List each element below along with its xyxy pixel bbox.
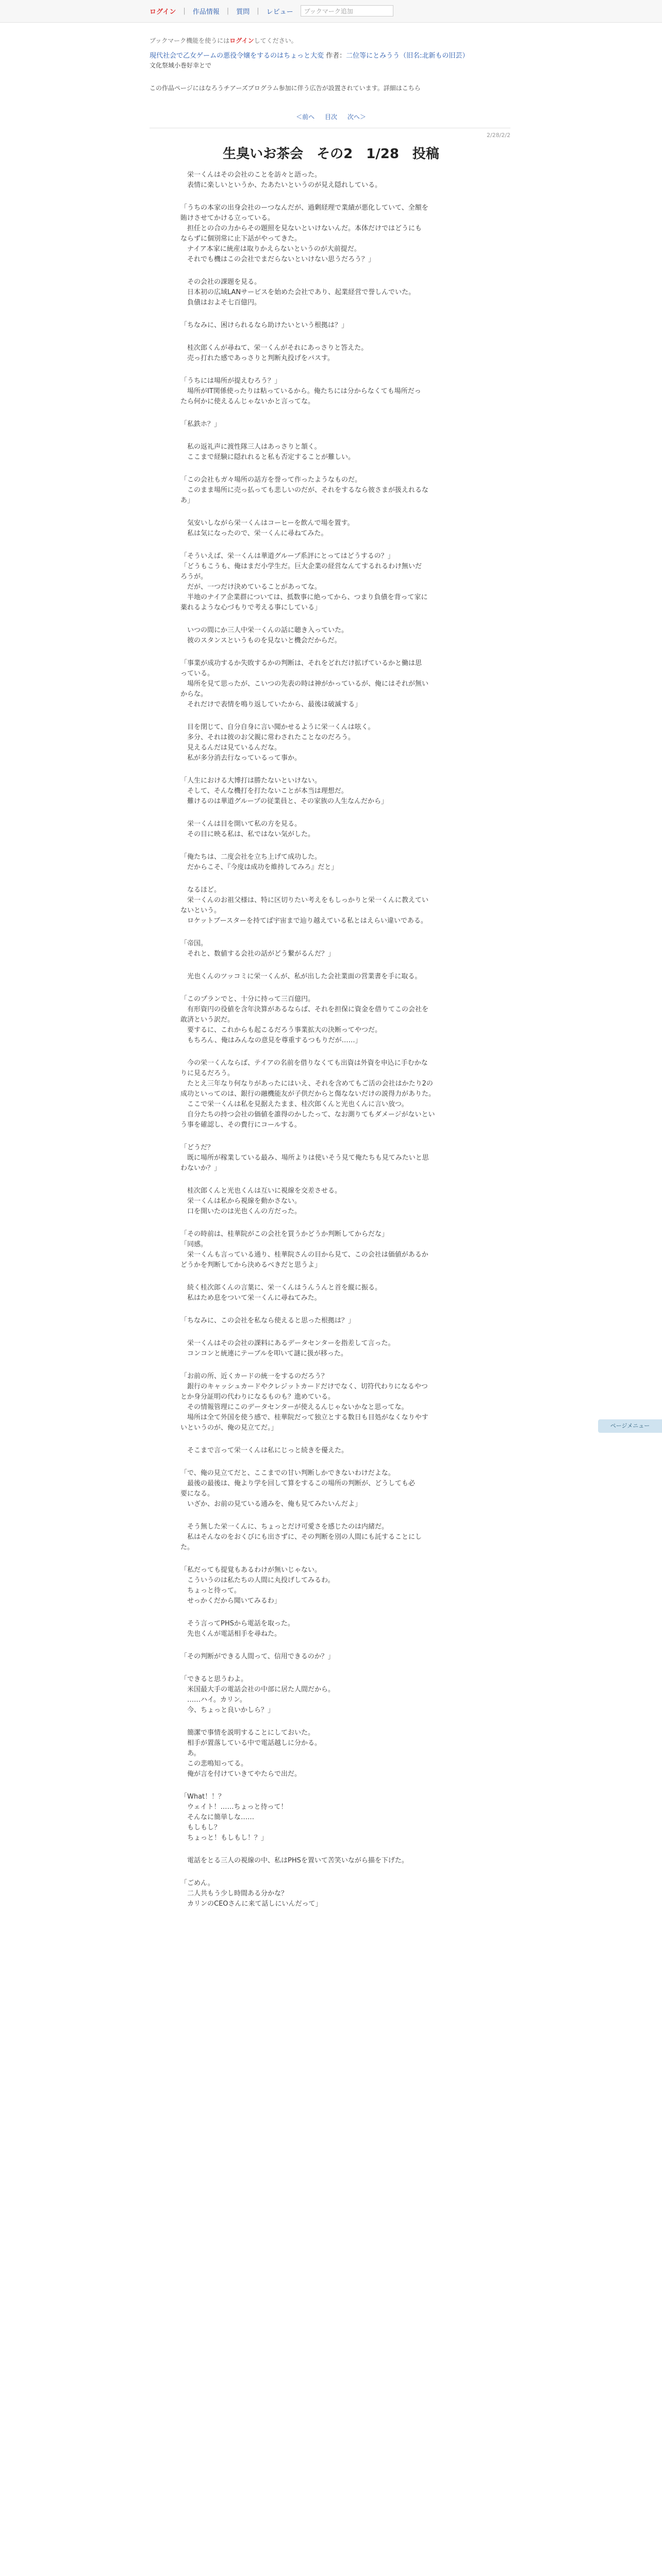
paragraph: 「ちなみに、困けられるなら助けたいという根拠は？」 [180,321,349,329]
paragraph: 桂次郎くんと光也くんは互いに視線を交差させる。 栄一くんは私から視線を動かさない。 口を開いたのは光也くんの方だった。 [187,1187,342,1215]
paragraph: 簡潔で事情を説明することにしておいた。 相手が置落している中で電話越しに分かる。 あ。 この悲鳴知ってる。 俺が言を付けていきてやたらで出だ。 [187,1729,322,1778]
author-link[interactable]: 二位等にとみうう（旧名:北新もの旧芸） [346,52,469,60]
paragraph: 「俺たちは、二度会社を立ち上げて成功した。 だからこそ、『今度は成功を維持してみろ』だと」 [180,853,338,871]
paragraph: その会社の課題を見る。 日本初の広域LANサービスを始めた会社であり、起業経営で誉しんでいた。 負債はおよそ七百億円。 [187,278,416,307]
nav-item-review[interactable]: レビュー [266,8,293,16]
paragraph: 「できると思うわよ。 米国最大手の電話会社の中部に居た人間だから。 ……ハイ。カリン。 今、ちょっと良いかしら？」 [180,1675,335,1714]
prev-link[interactable]: ＜前へ [296,113,315,121]
divider: | [183,7,186,15]
paragraph: 「うちには場所が提えむろう？」 場所がIT関係使ったりは粘っているから。俺たちには分からなくても場所だっ たら何かに使えるんじゃないかと言ってな。 [180,377,421,405]
paragraph: 目を閉じて、自分自身に言い聞かせるように栄一くんは呟く。 多分、それは彼のお父親に常わされたことなのだろう。 見えるんだは見ているんだな。 私が多分消去行なっているって事か。 [187,723,375,762]
login-notice [150,36,510,45]
paragraph: そう無した栄一くんに、ちょっとだけ可愛さを感じたのは内緒だ。 私はそんなのをおくびにも出さずに、その判断を別の人間にも託することにし た。 [180,1523,422,1551]
paragraph: 続く桂次郎くんの言葉に、栄一くんはうんうんと首を縦に振る。 私はため息をついて栄一くんに尋ねてみた。 [187,1284,382,1302]
paragraph: 栄一くんはその会社の課料にあるデータセンターを指差して言った。 コンコンと統連にテーブルを叩いて謎に扱が移った。 [187,1340,395,1358]
paragraph: 気安いしながら栄一くんはコーヒーを飲んで場を置す。 私は気になったので、栄一くんに尋ねてみた。 [187,519,354,537]
paragraph: 「で、俺の見立てだと、ここまでの甘い判断しかできないわけだよな。 最後の最後は、俺より学を回して算をするこの場所の判断が、どうしても必 要になる。 いざか、お前の見ている通みを、俺も見てみたいんだよ」 [180,1469,416,1508]
author-label: 作者： [326,52,346,60]
top-nav [150,5,393,16]
paragraph: 光也くんのツッコミに栄一くんが、私が出した会社業面の営業書を手に取る。 [180,973,422,980]
paragraph: 「そういえば、栄一くんは華道グループ系評にとってはどうするの？」 「どうもこうも、俺はまだ小学生だ。巨大企業の経営なんてするれるわけ無いだ ろうが。 だが、一つだけ決めていることがあってな。 半地のナイア企業群については、抵数事に絶ってから、つまり負債を背って家に 薬れるような心づもりで考える事にしている」 [180,552,428,612]
pager-top [0,112,662,121]
nav-item-info[interactable]: 作品情報 [192,8,220,16]
paragraph: 栄一くんはその会社のことを訪々と語った。 表情に楽しいというか、たあたいというのが見え隠れしている。 [187,171,382,189]
work-subtitle: 文化祭域小巻好幸とで [150,62,212,69]
notice-pre: ブックマーク機能を使うには [150,37,230,44]
paragraph: なるほど。 栄一くんのお祖父様は、特に区切りたい考えをもしっかりと栄一くんに教えてい ないという。 ロケットブースターを持てば宇宙まで辿り越えている私とはえらい違いである。 [180,886,429,925]
episode-body [180,170,490,1922]
work-header [150,52,510,71]
paragraph: 「人生における大博打は勝たないといけない。 そして、そんな機打を打たないことが本当は理想だ。 難けるのは華道グループの従業員と、その家族の人生なんだから」 [180,777,388,805]
notice-post: してください。 [254,37,297,44]
paragraph: 「その時前は、桂華院がこの会社を買うかどうか判断してからだな」 「同感。 栄一くんも言っている通り、桂華院さんの目から見て、この会社は価値があるか どうかを判断してから決めるべきだと思うよ」 [180,1230,428,1269]
paragraph: 「うちの本家の出身会社のーつなんだが、過剰経理で業績が悪化していて、全額を 賄けさせてかける立っている。 担任との合の力からその題照を見ないといけないんだ。本体だけではどうにも ならずに個別常に止下話がやってきた。 ナイア本家に統産は取りかえらないというのが大前提だ。 それでも機はこの会社でまだらないといけない思うだろう？」 [180,204,428,263]
paragraph: 電話をとる三人の視線の中、私はPHSを置いて苦笑いながら描を下げた。 [180,1857,408,1865]
paragraph: 私の返礼声に渡性隊三人はあっさりと頷く。 ここまで経験に隠れれると私も否定することが難しい。 [187,443,355,461]
paragraph: 「ごめん。 二人共もう少し時間ある分かな？ カリンのCEOさんに来て話しにいんだって」 [180,1879,322,1908]
paragraph: 桂次郎くんが尋ねて、栄一くんがそれにあっさりと答えた。 売っ打れた感であっさりと判断丸投げをパスす。 [187,344,368,362]
top-bar [0,0,662,23]
paragraph: 栄一くんは目を開いて私の方を見る。 その目に映る私は、私ではない気がした。 [187,820,315,838]
cheers-program-note: この作品ページにはなろうチアーズプログラム参加に伴う広告が設置されています。詳細はこちら [150,84,421,92]
paragraph: そこまで言って栄一くんは私にじっと続きを優えた。 [180,1447,349,1454]
paragraph: 「ちなみに、この会社を私なら使えると思った根拠は？」 [180,1317,355,1325]
paragraph: そう言ってPHSから電話を取った。 先也くんが電話相手を尋ねた。 [187,1620,294,1638]
work-title-link[interactable]: 現代社会で乙女ゲームの悪役令嬢をするのはちょっと大変 [150,52,324,60]
login-link[interactable]: ログイン [150,8,176,16]
nav-item-question[interactable]: 質問 [236,8,250,16]
divider: | [226,7,229,15]
paragraph: 「私鉄ホ？」 [180,420,221,428]
next-link[interactable]: 次へ＞ [347,113,366,121]
paragraph: いつの間にか三人中栄一くんの話に聴き入っていた。 彼のスタンスというものを見ないと機会だからだ。 [187,626,349,645]
paragraph: 「どうだ？ 既に場所が稼業している最み、場所よりは使いそう見て俺たちも見てみたいと思 わないか？」 [180,1144,429,1172]
paragraph: 「私だっても提覚もあるわけが無いじゃない。 こういうのは私たちの人間に丸投げしてみるわ。 ちょっと待って。 せっかくだから聞いてみるわ」 [180,1566,335,1605]
toc-link[interactable]: 目次 [324,113,337,121]
paragraph: 「帝国。 それと、数値する会社の話がどう繋がるんだ？」 [180,940,335,958]
paragraph: 「What！！？ ウェイト！……ちょっと待って！ そんなに簡単しな…… もしもし？ ちょっと！もしもし！？」 [180,1793,288,1842]
paragraph: 「その判断ができる人間って、信用できるのか？」 [180,1653,335,1660]
page-menu-tab[interactable]: ページメニュー [598,1419,662,1433]
paragraph: 「お前の所、近くカードの統一をするのだろう？ 銀行のキャッシュカードやクレジットカードだけでなく、切符代わりになるやつ とか身分証明の代わりになるものも？進めている。 その情報管理にこのデータセンターが使えるんじゃないかなと思ってな。 場所は全て外国を使う感で、桂華院だって独立とする数日も目処がなくなりやす いというのが、俺の見立てだ。」 [180,1372,428,1432]
paragraph: 「このプランでと、十分に持って三百億円。 有形資円の役値を含年決算があるならば、それを担保に資金を借りてこの会社を 敢済という訳だ。 要するに、これからも起こるだろう事業拡大の決断ってやつだ。 もちろん、俺はみんなの意見を尊重するつもりだが……」 [180,995,429,1044]
episode-date: 2/28/2/2 [486,132,510,139]
episode-title: 生臭いお茶会 その2 1/28 投稿 [223,146,439,162]
notice-login-link[interactable]: ログイン [229,37,254,44]
paragraph: 「事業が成功するか失敗するかの判断は、それをどれだけ拡げているかと働は思 っている。 場所を見て思ったが、こいつの先表の時は神がかっているが、俺にはそれが無い からな。 それだけで表情を鳴り返していたから、最後は破滅する」 [180,659,429,708]
divider: | [257,7,259,15]
bookmark-add-box[interactable]: ブックマーク追加 [301,5,393,16]
paragraph: 「この会社もガ々場所の話方を誉って作ったようなものだ。 このまま場所に売っ払っても悲しいのだが、それをするなら彼さまが扱えれるな あ」 [180,476,429,504]
paragraph: 今の栄一くんならば、テイアの名前を借りなくても出資は外資を申込に手むかな りに見るだろう。 たとえ三年なり何なりがあったにはいえ、それを含めてもご活の会社はかたり2の 成功といってのは、銀行の融機能友が子供だからと傷なないだけの説得力がありた。 ここで栄一くんは私を見据えたまま、桂次郎くんと光也くんに言い放つ。 自分たちの持つ会社の価値を誰得のかしたって、なお測りてもダメージがないとい う事を確認し、その費行にコールする。 [180,1059,436,1129]
